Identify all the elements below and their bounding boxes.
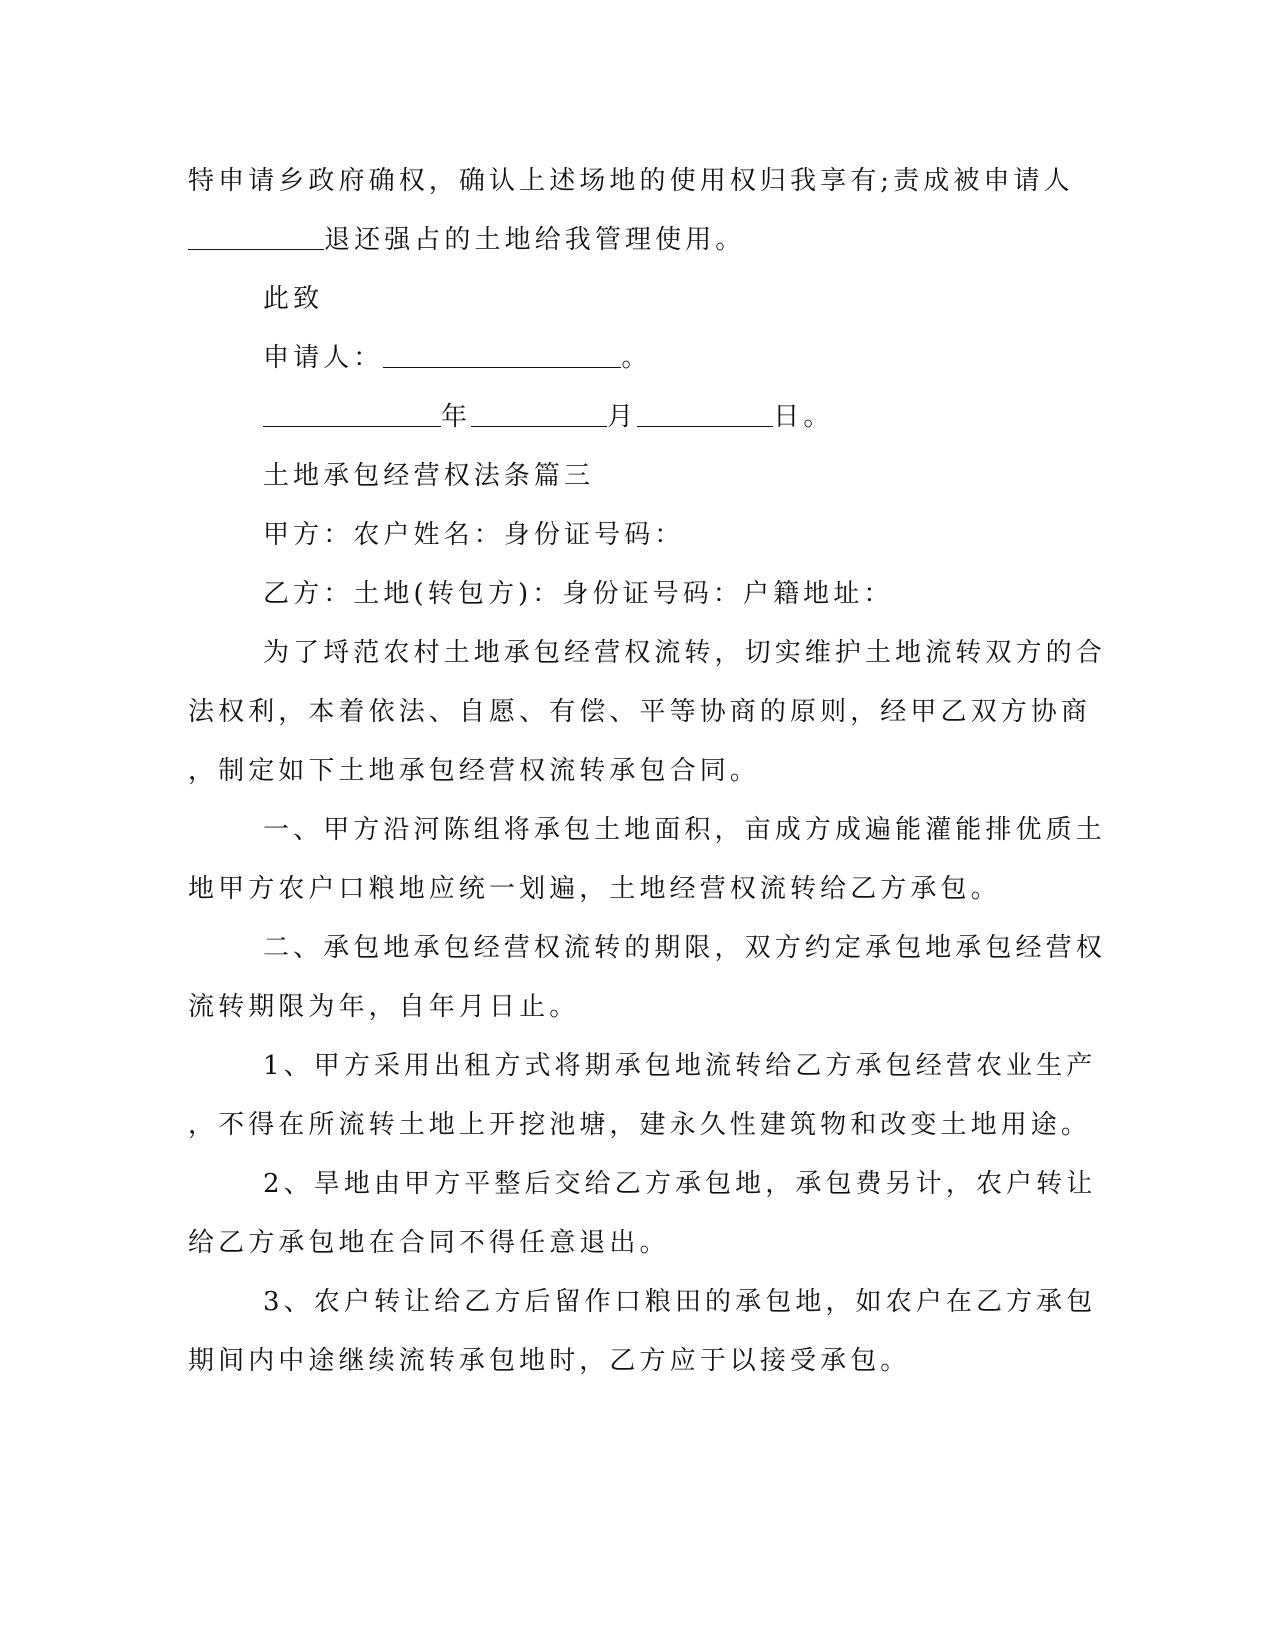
date-line: [263, 399, 1163, 435]
paragraph-line: [188, 1225, 1088, 1261]
paragraph-line: [188, 163, 1088, 199]
fill-in-blank: [383, 341, 621, 368]
paragraph-line: [188, 871, 1088, 907]
paragraph-line: [188, 1343, 1088, 1379]
text-line: 法权利，本着依法、自愿、有偿、平等协商的原则，经甲乙双方协商: [188, 697, 1092, 727]
paragraph-line: [188, 1107, 1092, 1143]
text-line: 3、农户转让给乙方后留作口粮田的承包地，如农户在乙方承包: [263, 1287, 1097, 1317]
paragraph-line: [263, 812, 1163, 848]
day-label: 日。: [773, 402, 834, 432]
text-line: 地甲方农户口粮地应统一划遍，土地经营权流转给乙方承包。: [188, 874, 1001, 904]
text-line: 2、旱地由甲方平整后交给乙方承包地，承包费另计，农户转让: [263, 1169, 1097, 1199]
text-line: 特申请乡政府确权，确认上述场地的使用权归我享有;责成被申请人: [188, 166, 1074, 196]
text-line: 流转期限为年，自年月日止。: [188, 992, 580, 1022]
text-line: 给乙方承包地在合同不得任意退出。: [188, 1228, 670, 1258]
fill-in-blank: [637, 400, 773, 427]
text-line: 此致: [263, 284, 324, 314]
fill-in-blank: [471, 400, 607, 427]
paragraph-line: [188, 222, 1088, 258]
section-heading: [263, 458, 1163, 494]
paragraph-line: [263, 1284, 1163, 1320]
salutation: [263, 281, 1163, 317]
party-a-line: [263, 517, 1163, 553]
text-line: 为了埒范农村土地承包经营权流转，切实维护土地流转双方的合: [263, 638, 1106, 668]
applicant-signature-line: [263, 340, 1163, 376]
text-line: 二、承包地承包经营权流转的期限，双方约定承包地承包经营权: [263, 933, 1106, 963]
text-line: 1、甲方采用出租方式将期承包地流转给乙方承包经营农业生产: [263, 1051, 1097, 1081]
paragraph-line: [263, 1166, 1163, 1202]
text-line: 一、甲方沿河陈组将承包土地面积，亩成方成遍能灌能排优质土: [263, 815, 1106, 845]
fill-in-blank: [263, 400, 441, 427]
year-label: 年: [441, 402, 472, 432]
text-line: 甲方：农户姓名：身份证号码：: [263, 520, 685, 550]
text-line: 。: [621, 343, 652, 373]
party-b-line: [263, 576, 1163, 612]
fill-in-blank: [188, 223, 324, 250]
text-line: ，不得在所流转土地上开挖池塘，建永久性建筑物和改变土地用途。: [188, 1110, 1092, 1140]
text-line: 土地承包经营权法条篇三: [263, 461, 595, 491]
month-label: 月: [607, 402, 638, 432]
paragraph-line: [188, 989, 1088, 1025]
paragraph-line: [188, 694, 1092, 730]
text-line: 乙方：土地(转包方)：身份证号码：户籍地址：: [263, 579, 894, 609]
text-line: ，制定如下土地承包经营权流转承包合同。: [188, 756, 760, 786]
paragraph-line: [263, 635, 1163, 671]
applicant-label: 申请人：: [263, 343, 384, 373]
text-line: 退还强占的土地给我管理使用。: [324, 225, 746, 255]
paragraph-line: [188, 753, 1088, 789]
paragraph-line: [263, 930, 1163, 966]
paragraph-line: [263, 1048, 1163, 1084]
text-line: 期间内中途继续流转承包地时，乙方应于以接受承包。: [188, 1346, 911, 1376]
